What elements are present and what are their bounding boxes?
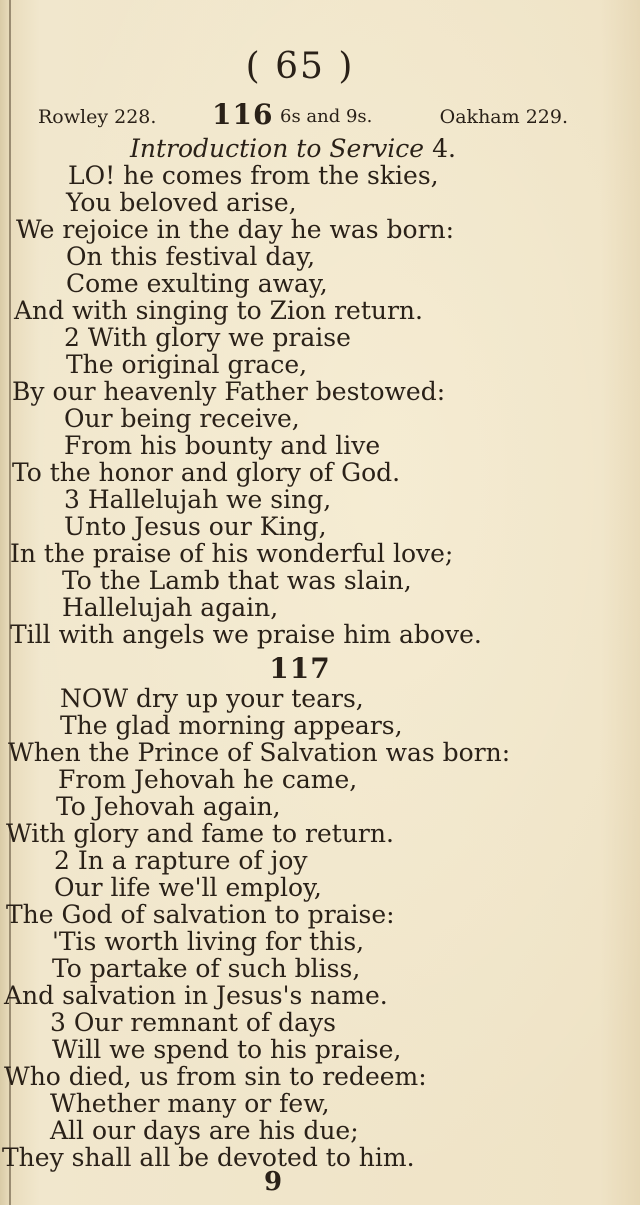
verse-line: 'Tis worth living for this,: [52, 927, 365, 956]
verse-line: Hallelujah again,: [62, 593, 279, 622]
verse-line: The God of salvation to praise:: [6, 900, 395, 929]
verse-line: We rejoice in the day he was born:: [16, 215, 455, 244]
verse-line: Till with angels we praise him above.: [10, 620, 482, 649]
verse-line: The original grace,: [66, 350, 308, 379]
verse-line: Our life we'll employ,: [54, 873, 322, 902]
verse-line: 2 With glory we praise: [64, 323, 351, 352]
hymn-subtitle: [130, 134, 456, 163]
signature-mark: 9: [264, 1167, 283, 1197]
verse-line: By our heavenly Father bestowed:: [12, 377, 446, 406]
tune-left: Rowley 228.: [38, 106, 157, 128]
page-number: ( 65 ): [245, 46, 355, 87]
verse-line: From his bounty and live: [64, 431, 381, 460]
subtitle-text: Introduction to Service: [130, 134, 425, 163]
verse-line: You beloved arise,: [66, 188, 297, 217]
verse-line: All our days are his due;: [50, 1116, 359, 1145]
verse-line: Will we spend to his praise,: [52, 1035, 402, 1064]
verse-line: In the praise of his wonderful love;: [10, 539, 454, 568]
verse-line: 3 Our remnant of days: [50, 1008, 337, 1037]
verse-line: 2 In a rapture of joy: [54, 846, 308, 875]
hymn-number-116: 116: [212, 98, 274, 131]
hymn-number-117: 117: [269, 652, 331, 685]
verse-line: NOW dry up your tears,: [60, 684, 364, 713]
verse-line: They shall all be devoted to him.: [2, 1143, 415, 1172]
verse-line: On this festival day,: [66, 242, 316, 271]
verse-line: The glad morning appears,: [60, 711, 403, 740]
verse-line: Come exulting away,: [66, 269, 328, 298]
verse-line: To partake of such bliss,: [52, 954, 361, 983]
verse-line: Who died, us from sin to redeem:: [4, 1062, 427, 1091]
verse-line: LO! he comes from the skies,: [68, 161, 439, 190]
page-gutter-edge: [9, 0, 11, 1205]
verse-line: And with singing to Zion return.: [14, 296, 423, 325]
verse-line: When the Prince of Salvation was born:: [8, 738, 511, 767]
meter: 6s and 9s.: [280, 106, 373, 127]
verse-line: To the honor and glory of God.: [12, 458, 401, 487]
subtitle-number: 4.: [432, 134, 456, 163]
verse-line: From Jehovah he came,: [58, 765, 358, 794]
tune-right: Oakham 229.: [439, 106, 568, 128]
verse-line: And salvation in Jesus's name.: [4, 981, 388, 1010]
verse-line: Whether many or few,: [50, 1089, 330, 1118]
verse-line: 3 Hallelujah we sing,: [64, 485, 332, 514]
verse-line: Our being receive,: [64, 404, 300, 433]
hymn-header: [38, 98, 568, 131]
verse-line: Unto Jesus our King,: [64, 512, 327, 541]
verse-line: To the Lamb that was slain,: [62, 566, 412, 595]
verse-line: With glory and fame to return.: [6, 819, 394, 848]
verse-line: To Jehovah again,: [56, 792, 281, 821]
